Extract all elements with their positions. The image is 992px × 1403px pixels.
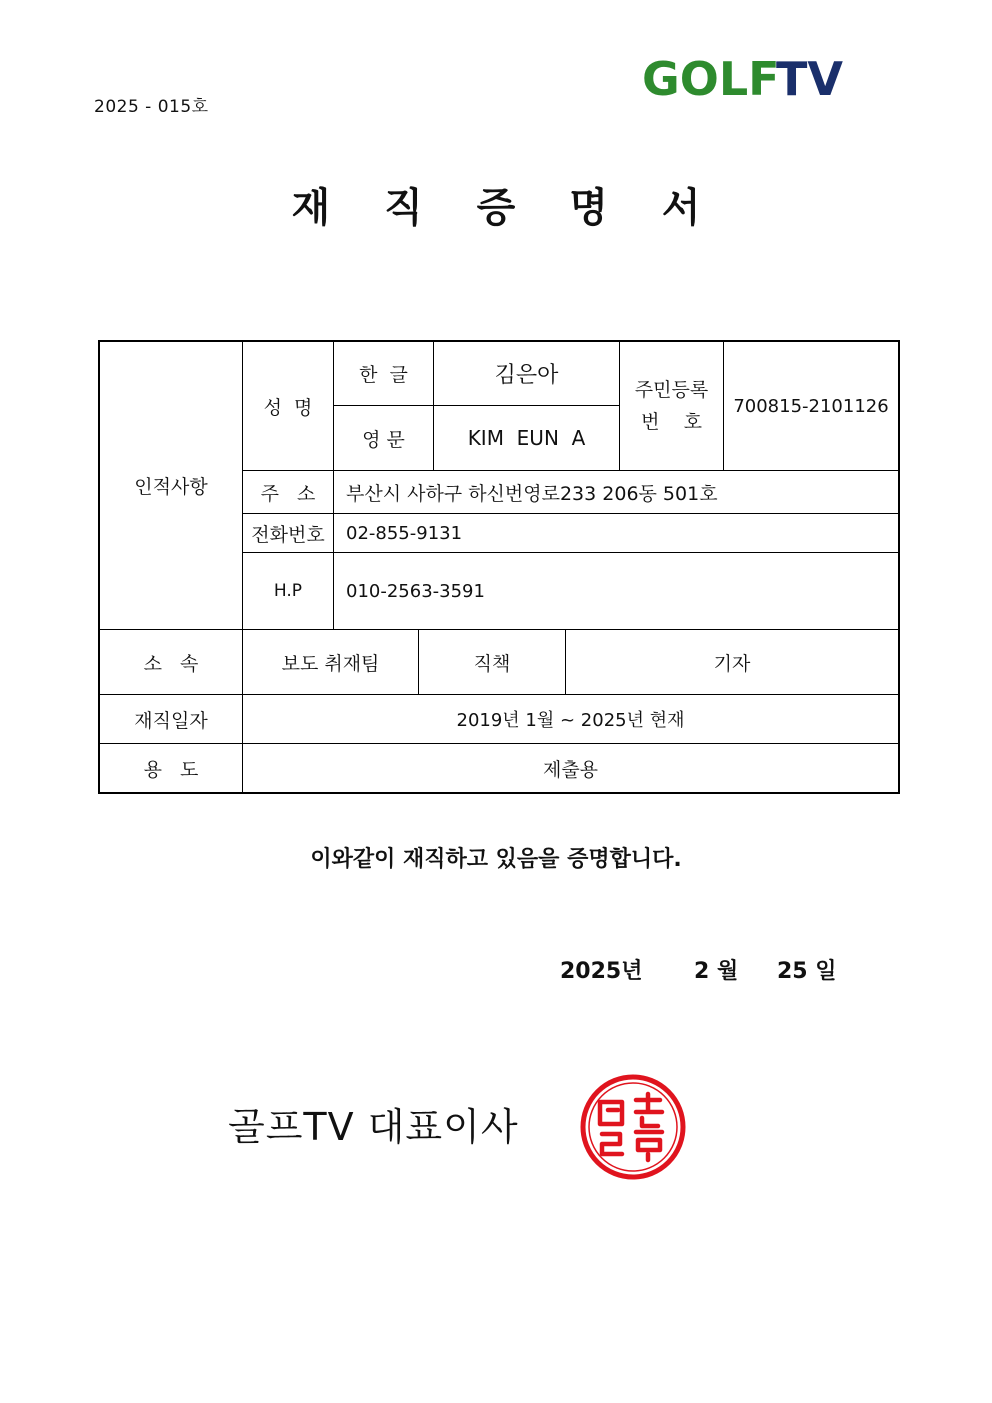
ceo-signature-line: 골프TV 대표이사: [228, 1105, 519, 1149]
certification-statement: 이와같이 재직하고 있음을 증명합니다.: [310, 847, 682, 872]
address-label: 주 소: [260, 482, 316, 505]
hp-label: H.P: [273, 581, 303, 601]
purpose-label: 용 도: [143, 758, 199, 781]
golf-tv-logo: [640, 42, 854, 112]
company-seal-icon: [578, 1072, 688, 1182]
rrn-label-line2: 번 호: [641, 411, 702, 433]
korean-label: 한 글: [359, 364, 408, 386]
section-personal-label: 인적사항: [134, 476, 208, 498]
name-label: 성 명: [263, 396, 313, 419]
phone-value: 02-855-9131: [346, 522, 463, 544]
document-number: 2025 - 015호: [94, 97, 209, 117]
department-value: 보도 취재팀: [281, 652, 380, 675]
address-value: 부산시 사하구 하신번영로233 206동 501호: [346, 482, 718, 505]
period-value: 2019년 1월 ~ 2025년 현재: [456, 710, 685, 731]
date-day: 25 일: [777, 959, 837, 984]
position-label: 직책: [473, 652, 511, 675]
department-label: 소 속: [143, 652, 199, 675]
period-label: 재직일자: [134, 709, 208, 732]
rrn-label: [620, 342, 723, 470]
rrn-value: 700815-2101126: [733, 395, 889, 417]
hp-value: 010-2563-3591: [346, 580, 485, 602]
position-value: 기자: [713, 652, 751, 675]
date-year: 2025년: [560, 959, 643, 984]
date-month: 2 월: [694, 959, 739, 984]
phone-label: 전화번호: [251, 523, 325, 546]
page-title: 재 직 증 명 서: [291, 185, 721, 231]
purpose-value: 제출용: [542, 758, 599, 781]
logo-tv-text: TV: [776, 52, 843, 106]
rrn-label-line1: 주민등록: [634, 379, 709, 401]
english-name-value: KIM EUN A: [467, 426, 586, 450]
korean-name-value: 김은아: [494, 363, 559, 388]
logo-golf-text: GOLF: [642, 52, 780, 106]
english-label: 영 문: [362, 428, 405, 451]
